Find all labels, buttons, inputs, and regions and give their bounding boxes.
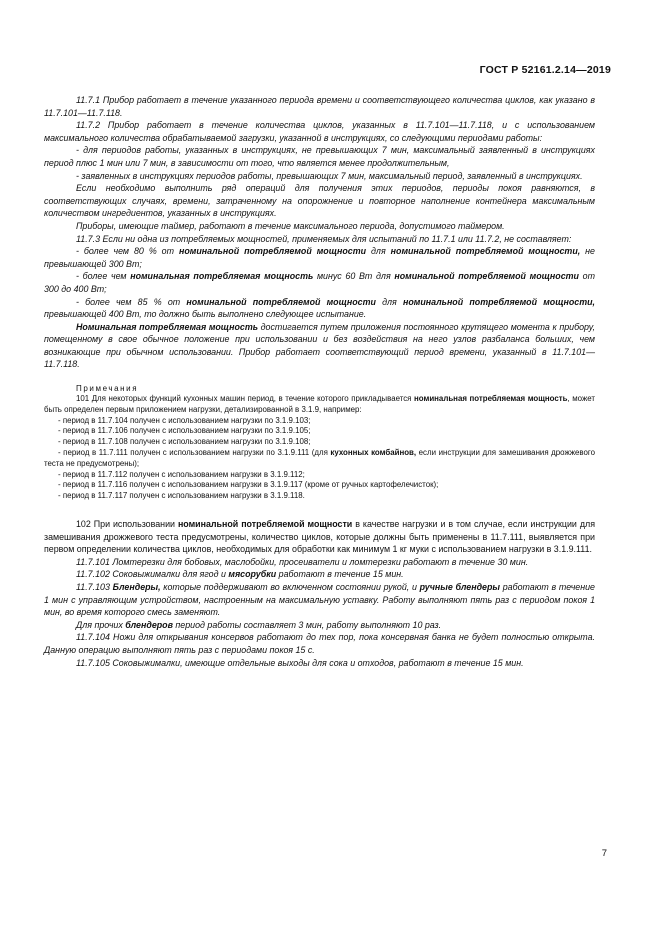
- list-item-periods-over-7: - заявленных в инструкциях периодов работы, превышающих 7 мин, максимальный период, заявленный в инструкциях.: [76, 170, 583, 181]
- clause-11-7-105: 11.7.105 Соковыжималки, имеющие отдельные выходы для сока и отходов, работают в течение 15 мин.: [76, 657, 524, 668]
- note-list-item: - период в 11.7.116 получен с использованием нагрузки в 3.1.9.117 (кроме от ручных картофелечисток);: [58, 480, 439, 490]
- list-item-periods-under-7: - для периодов работы, указанных в инструкциях, не превышающих 7 мин, максимальный заявленный в инструкциях период плюс 1 мин или 7 мин, в зависимости от того, что является менее продолжительным,: [44, 145, 595, 168]
- condition-85-percent: - более чем 85 % от номинальной потребляемой мощности для номинальной потребляемой мощности, превышающей 400 Вт, то должно быть выполнено следующее испытание.: [44, 296, 595, 320]
- clause-11-7-3: 11.7.3 Если ни одна из потребляемых мощностей, применяемых для испытаний по 11.7.1 или 11.7.2, не составляет:: [76, 233, 572, 244]
- note-list-item: - период в 11.7.104 получен с использованием нагрузки по 3.1.9.103;: [58, 415, 311, 425]
- note-list-item: - период в 11.7.111 получен с использованием нагрузки по 3.1.9.111 (для кухонных комбайнов, если инструкции для замешивания дрожжевого теста не предусмотрены);: [44, 448, 595, 468]
- clause-11-7-101: 11.7.101 Ломтерезки для бобовых, маслобойки, просеиватели и ломтерезки работают в течение 30 мин.: [76, 556, 529, 567]
- note-list-item: - период в 11.7.108 получен с использованием нагрузки по 3.1.9.108;: [58, 437, 311, 447]
- document-header: ГОСТ Р 52161.2.14—2019: [479, 64, 611, 76]
- note-101: 101 Для некоторых функций кухонных машин период, в течение которого прикладывается номинальная потребляемая мощность, может быть определен первым приложением нагрузки, детализированной в 3.1.9, например:: [44, 394, 595, 414]
- condition-80-percent: - более чем 80 % от номинальной потребляемой мощности для номинальной потребляемой мощности, не превышающей 300 Вт;: [44, 246, 595, 269]
- clause-11-7-102: 11.7.102 Соковыжималки для ягод и мясорубки работают в течение 15 мин.: [76, 569, 404, 580]
- page-body: [44, 94, 595, 669]
- paragraph-other-blenders: Для прочих блендеров период работы составляет 3 мин, работу выполняют 10 раз.: [76, 619, 442, 630]
- note-list-item: - период в 11.7.117 получен с использованием нагрузки в 3.1.9.118.: [58, 491, 305, 501]
- clause-11-7-1: 11.7.1 Прибор работает в течение указанного периода времени и соответствующего количества циклов, как указано в 11.7.101—11.7.118.: [44, 95, 595, 118]
- condition-minus-60: - более чем номинальная потребляемая мощность минус 60 Вт для номинальной потребляемой мощности от 300 до 400 Вт;: [44, 271, 595, 294]
- paragraph-rest-periods: Если необходимо выполнить ряд операций для получения этих периодов, периоды покоя равняются, в соответствующих случаях, времени, затраченному на опорожнение и повторное наполнение контейнера максимальным количеством ингредиентов, указанных в инструкциях.: [44, 183, 595, 219]
- note-102: 102 При использовании номинальной потребляемой мощности в качестве нагрузки и в том случае, если инструкции для замешивания дрожжевого теста предусмотрены, количество циклов, которые должны быть применены в 11.7.111, выявляется при первом определении количества циклов, необходимых для обработки как минимум 1 кг муки с использованием нагрузки в 3.1.9.111.: [44, 519, 596, 555]
- clause-11-7-103: 11.7.103 Блендеры, которые поддерживают во включенном состоянии рукой, и ручные блендеры работают в течение 1 мин с управляющим устройством, настроенным на максимальную уставку. Работу выполняют пять раз с периодом покоя 1 мин, во время которого смесь заменяют.: [44, 582, 595, 618]
- note-list-item: - период в 11.7.106 получен с использованием нагрузки по 3.1.9.105;: [58, 426, 311, 436]
- page-number: 7: [601, 848, 607, 859]
- note-list-item: - период в 11.7.112 получен с использованием нагрузки в 3.1.9.112;: [58, 469, 305, 479]
- clause-11-7-104: 11.7.104 Ножи для открывания консервов работают до тех пор, пока консервная банка не будет полностью открыта. Данную операцию выполняют пять раз с периодами покоя 15 с.: [44, 632, 595, 655]
- notes-title: Примечания: [76, 384, 139, 394]
- paragraph-timer: Приборы, имеющие таймер, работают в течение максимального периода, допустимого таймером.: [76, 220, 505, 231]
- paragraph-rated-power-test: Номинальная потребляемая мощность достигается путем приложения постоянного крутящего момента к прибору, помещенному в свое обычное положение при использовании и без воздействия на него узлов разбаланса больших, чем возникающие при обычном использовании. Прибор работает соответствующий период времени, указанный в 11.7.101—11.7.118.: [44, 321, 595, 370]
- clause-11-7-2: 11.7.2 Прибор работает в течение количества циклов, указанных в 11.7.101—11.7.118, и с использованием максимального количества обрабатываемой загрузки, указанной в инструкциях, со следующими периодами работы:: [44, 120, 595, 143]
